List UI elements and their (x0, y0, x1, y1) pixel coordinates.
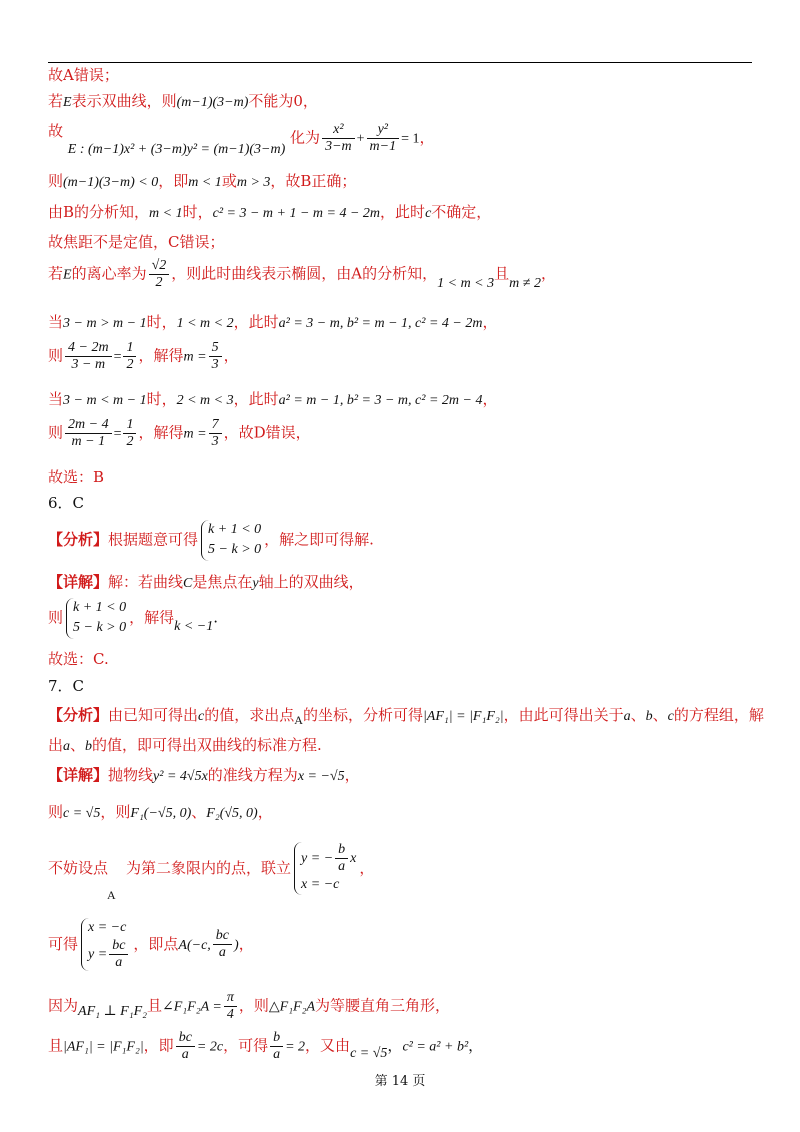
line-text: ， (257, 803, 273, 821)
text-line-8 (48, 313, 497, 333)
line-text: ，则此时曲线表示椭圆，由A的分析知， (171, 264, 438, 283)
math-expr: m = (183, 349, 207, 365)
math-expr: 2 < m < 3 (176, 393, 234, 408)
line-text: 则 (48, 172, 64, 190)
line-text: ，又由 (305, 1036, 351, 1055)
line-text: 时， (146, 313, 177, 331)
line-text: 的准线方程为 (207, 766, 298, 784)
math-expr: m < 1 (188, 175, 222, 190)
line-text: 当 (48, 390, 64, 408)
line-text: ，即 (158, 172, 189, 190)
text-line-10 (48, 390, 497, 410)
math-expr: x = −√5 (297, 769, 345, 784)
line-text: 故选：B (48, 468, 105, 486)
line-text: 由B的分析知， (48, 203, 150, 221)
line-text: ， (419, 128, 435, 147)
fraction: $\frac{b}{a}$ (335, 842, 348, 875)
page-number: 第 14 页 (374, 1074, 426, 1089)
math-expr: m ≠ 2 (509, 275, 541, 291)
text-line-18 (48, 736, 322, 756)
math-op: = 1 (401, 131, 420, 147)
line-text: 的离心率为 (71, 264, 147, 283)
math-expr: (m−1)(3−m) (176, 95, 249, 110)
line-text: ， (468, 1036, 484, 1055)
text-line-24 (48, 1030, 483, 1063)
line-text: ， (344, 766, 360, 784)
math-var: b (645, 709, 653, 724)
text-line-12 (48, 468, 104, 486)
fraction: $\frac{7}{3}$ (209, 417, 222, 450)
fraction: $\frac{b}{a}$ (270, 1030, 283, 1063)
text-line-7 (48, 258, 556, 291)
point-a-label (107, 885, 116, 903)
line-text: 出 (48, 736, 64, 754)
text-line-4 (48, 172, 356, 192)
math-expr: = 2c (196, 1039, 224, 1055)
line-text: 则 (48, 608, 64, 627)
line-text: 解：若曲线 (108, 573, 184, 591)
line-text: ，则 (100, 803, 131, 821)
line-text: 故 (48, 122, 64, 140)
math-expr: A(−c, (178, 937, 211, 953)
fraction: $\frac{bc}{a}$ (176, 1030, 195, 1063)
math-var: A (294, 713, 303, 727)
line-text: ，故D错误， (223, 423, 311, 442)
math-op: = (113, 426, 122, 442)
fraction: $\frac{\pi}{4}$ (224, 990, 237, 1023)
math-var: a (63, 739, 71, 754)
math-var: A (107, 888, 116, 902)
math-var: b (85, 739, 93, 754)
fraction: $\frac{bc}{a}$ (109, 938, 128, 971)
math-expr: 3 − m < m − 1 (63, 393, 147, 408)
line-text: 、 (652, 706, 668, 724)
text-line-13 (48, 520, 374, 561)
line-text: 的值，即可得出双曲线的标准方程. (92, 736, 322, 754)
math-expr: 1 < m < 3 (437, 275, 495, 291)
text-line-19 (48, 766, 360, 786)
line-text: 或 (221, 172, 237, 190)
math-expr: c² = 3 − m + 1 − m = 4 − 2m (212, 206, 381, 221)
math-var: E (63, 95, 72, 110)
line-text: 不确定， (431, 203, 492, 221)
text-line-3 (48, 122, 435, 155)
math-expr: = 2 (285, 1039, 306, 1055)
text-line-23 (48, 990, 450, 1023)
line-text: 故A错误； (48, 66, 119, 84)
text-line-2 (48, 92, 318, 112)
text-line-9 (48, 340, 239, 373)
line-text: 为第二象限内的点，联立 (126, 858, 292, 877)
line-text: ， (223, 346, 239, 365)
fraction: $\frac{2m - 4}{m - 1}$ (65, 417, 112, 450)
line-text: 表示双曲线，则 (71, 92, 177, 110)
math-expr: (m−1)(3−m) < 0 (63, 175, 159, 190)
text-line-21 (48, 842, 374, 895)
math-expr: ∠F₁F₂A = (162, 999, 222, 1015)
line-text: 时， (182, 203, 213, 221)
equation-system: x = −c y = $\frac{bc}{a}$ (81, 918, 130, 971)
line-text: 因为 (48, 996, 79, 1015)
line-text: 、 (191, 803, 207, 821)
line-text: 由已知可得出 (108, 706, 199, 724)
line-text: ，则 (238, 996, 269, 1015)
line-text: ，即点 (133, 934, 179, 953)
line-text: ，即 (143, 1036, 174, 1055)
line-text: 故焦距不是定值，C错误； (48, 233, 225, 251)
line-text: 可得 (48, 934, 79, 953)
math-var: c (667, 709, 674, 724)
math-expr: |AF₁| = |F₁F₂| (422, 709, 504, 724)
line-text: 不妨设点 (48, 858, 109, 877)
math-expr: y² = 4√5x (153, 769, 208, 784)
fraction: $\frac{1}{2}$ (123, 417, 136, 450)
line-text: 轴上的双曲线， (258, 573, 364, 591)
math-expr: c = √5 (350, 1045, 388, 1061)
math-expr: F₂(√5, 0) (206, 806, 258, 821)
line-text: 则 (48, 803, 64, 821)
math-expr: △F₁F₂A (268, 999, 316, 1015)
line-text: ， (482, 390, 498, 408)
analysis-tag: 【分析】 (48, 530, 109, 549)
line-text: ，解得 (129, 608, 175, 627)
text-line-1 (48, 66, 119, 84)
detail-tag: 【详解】 (48, 573, 109, 591)
line-text: ， (359, 858, 375, 877)
fraction: $\frac{5}{3}$ (209, 340, 222, 373)
text-line-17 (48, 706, 764, 726)
math-expr: a² = 3 − m, b² = m − 1, c² = 4 − 2m (278, 316, 483, 331)
text-line-6 (48, 233, 224, 251)
line-text: ， (238, 934, 254, 953)
text-line-20 (48, 803, 273, 823)
text-line-11 (48, 417, 311, 450)
fraction: $\frac{bc}{a}$ (213, 928, 232, 961)
math-expr: a² = m − 1, b² = 3 − m, c² = 2m − 4 (278, 393, 483, 408)
line-text: ，可得 (223, 1036, 269, 1055)
math-expr: AF₁ ⊥ F₁F₂ (78, 1003, 147, 1019)
line-text: 的坐标，分析可得 (302, 706, 423, 724)
fraction: $\frac{\text{x²}}{3-m}$ (322, 122, 355, 155)
line-text: ，解得 (138, 423, 184, 442)
math-expr: c² = a² + b² (402, 1039, 469, 1055)
line-text: 、 (630, 706, 646, 724)
question-number: 6．C (48, 494, 85, 512)
math-var: C (183, 576, 193, 591)
fraction: $\frac{1}{2}$ (123, 340, 136, 373)
line-text: ， (482, 313, 498, 331)
line-text: ，故B正确； (270, 172, 357, 190)
header-rule (48, 62, 752, 63)
math-expr: E : (m−1)x² + (3−m)y² = (m−1)(3−m) (67, 141, 286, 157)
text-line-15 (48, 598, 218, 639)
line-text: 时， (146, 390, 177, 408)
math-expr: m = (183, 426, 207, 442)
line-text: 当 (48, 313, 64, 331)
line-text: 、 (70, 736, 86, 754)
line-text: 故选：C. (48, 650, 109, 668)
line-text: ，此时 (233, 390, 279, 408)
line-text: ，此时 (233, 313, 279, 331)
math-expr: m > 3 (236, 175, 271, 190)
line-text: 若 (48, 264, 64, 283)
line-text: ，解得 (138, 346, 184, 365)
equation-system: y = − $\frac{b}{a}$ x x = −c (294, 842, 356, 895)
math-expr: m < 1 (149, 206, 183, 221)
line-text: 化为 (290, 128, 321, 147)
line-text: 且 (494, 264, 510, 283)
line-text: 则 (48, 423, 64, 442)
equation-system: k + 1 < 0 5 − k > 0 (66, 598, 126, 639)
math-var: y (252, 576, 259, 591)
detail-tag: 【详解】 (48, 766, 109, 784)
question-7-header (48, 677, 84, 695)
line-text: 抛物线 (108, 766, 154, 784)
math-expr: c = √5 (63, 806, 101, 821)
line-text: . (213, 608, 219, 627)
text-line-22 (48, 918, 254, 971)
line-text: 根据题意可得 (108, 530, 199, 549)
line-text: ， (387, 1036, 403, 1055)
math-op: + (356, 131, 365, 147)
math-expr: ) (234, 937, 239, 953)
line-text: ，此时 (380, 203, 426, 221)
fraction: $\frac{\text{y²}}{m-1}$ (367, 122, 400, 155)
math-var: a (623, 709, 631, 724)
math-op: = (113, 349, 122, 365)
line-text: 的方程组，解 (673, 706, 764, 724)
math-expr: k < −1 (174, 619, 214, 635)
line-text: ， (540, 264, 556, 283)
text-line-5 (48, 203, 491, 223)
math-var: c (425, 206, 432, 221)
line-text: ，解之即可得解. (264, 530, 374, 549)
line-text: 是焦点在 (192, 573, 253, 591)
line-text: 则 (48, 346, 64, 365)
equation-system: k + 1 < 0 5 − k > 0 (201, 520, 261, 561)
page-footer (0, 1070, 800, 1089)
line-text: 的值，求出点 (204, 706, 295, 724)
question-6-header (48, 494, 84, 512)
math-expr: 3 − m > m − 1 (63, 316, 147, 331)
line-text: 为等腰直角三角形， (315, 996, 451, 1015)
line-text: 且 (48, 1036, 64, 1055)
line-text: 不能为0， (248, 92, 318, 110)
line-text: 若 (48, 92, 64, 110)
math-expr: F₁(−√5, 0) (130, 806, 192, 821)
line-text: 且 (147, 996, 163, 1015)
analysis-tag: 【分析】 (48, 706, 109, 724)
math-expr: 1 < m < 2 (176, 316, 234, 331)
text-line-16 (48, 650, 109, 668)
fraction: $\frac{√2}{2}$ (149, 258, 170, 291)
math-expr: |AF₁| = |F₁F₂| (63, 1039, 144, 1055)
math-var: E (63, 267, 72, 283)
math-var: c (198, 709, 205, 724)
fraction: $\frac{4 - 2m}{3 - m}$ (65, 340, 112, 373)
question-number: 7．C (48, 677, 85, 695)
text-line-14 (48, 573, 364, 593)
line-text: ，由此可得出关于 (503, 706, 624, 724)
